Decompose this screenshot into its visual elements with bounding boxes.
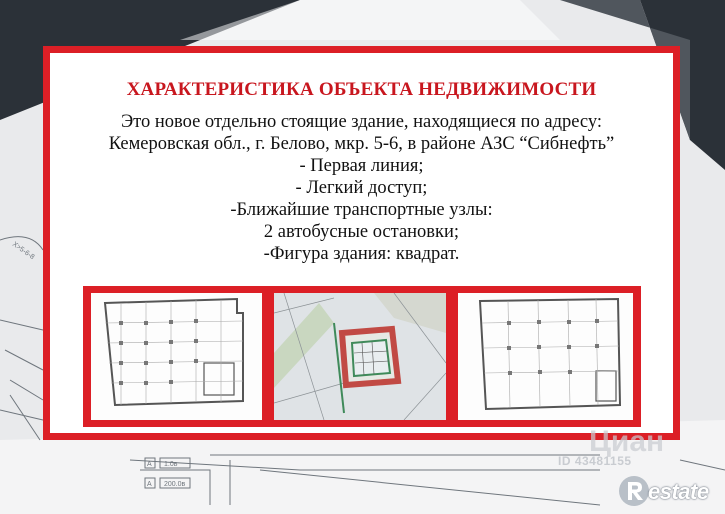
description-line: - Легкий доступ; (295, 178, 428, 198)
svg-text:A: A (147, 461, 152, 468)
description-line: 2 автобусные остановки; (263, 222, 460, 242)
site-plan-image[interactable] (274, 293, 446, 420)
svg-text:1.0в: 1.0в (164, 461, 178, 468)
logo-text: estate (648, 479, 709, 504)
description-line: -Ближайшие транспортные узлы: (230, 200, 493, 220)
floor-plan-image-2[interactable] (458, 293, 633, 420)
description-line: Это новое отдельно стоящие здание, находящиеся по адресу: (120, 112, 603, 132)
description-line: Кемеровская обл., г. Белово, мкр. 5-6, в районе АЗС “Сибнефть” (108, 134, 615, 154)
floor-plan-image-1[interactable] (91, 293, 262, 420)
description-line: -Фигура здания: квадрат. (263, 244, 460, 264)
logo-mark-icon (617, 474, 651, 508)
svg-text:X>5-6-8: X>5-6-8 (10, 240, 36, 262)
svg-text:A: A (147, 481, 152, 488)
restate-logo (617, 474, 721, 508)
plans-strip (83, 286, 641, 427)
watermark-brand: Циан (589, 425, 665, 458)
property-card (43, 46, 680, 440)
card-title: ХАРАКТЕРИСТИКА ОБЪЕКТА НЕДВИЖИМОСТИ (126, 79, 597, 100)
description-line: - Первая линия; (299, 156, 424, 176)
description (50, 111, 673, 265)
watermark-id: ID 43481155 (558, 454, 632, 468)
svg-text:200.0в: 200.0в (164, 481, 186, 488)
